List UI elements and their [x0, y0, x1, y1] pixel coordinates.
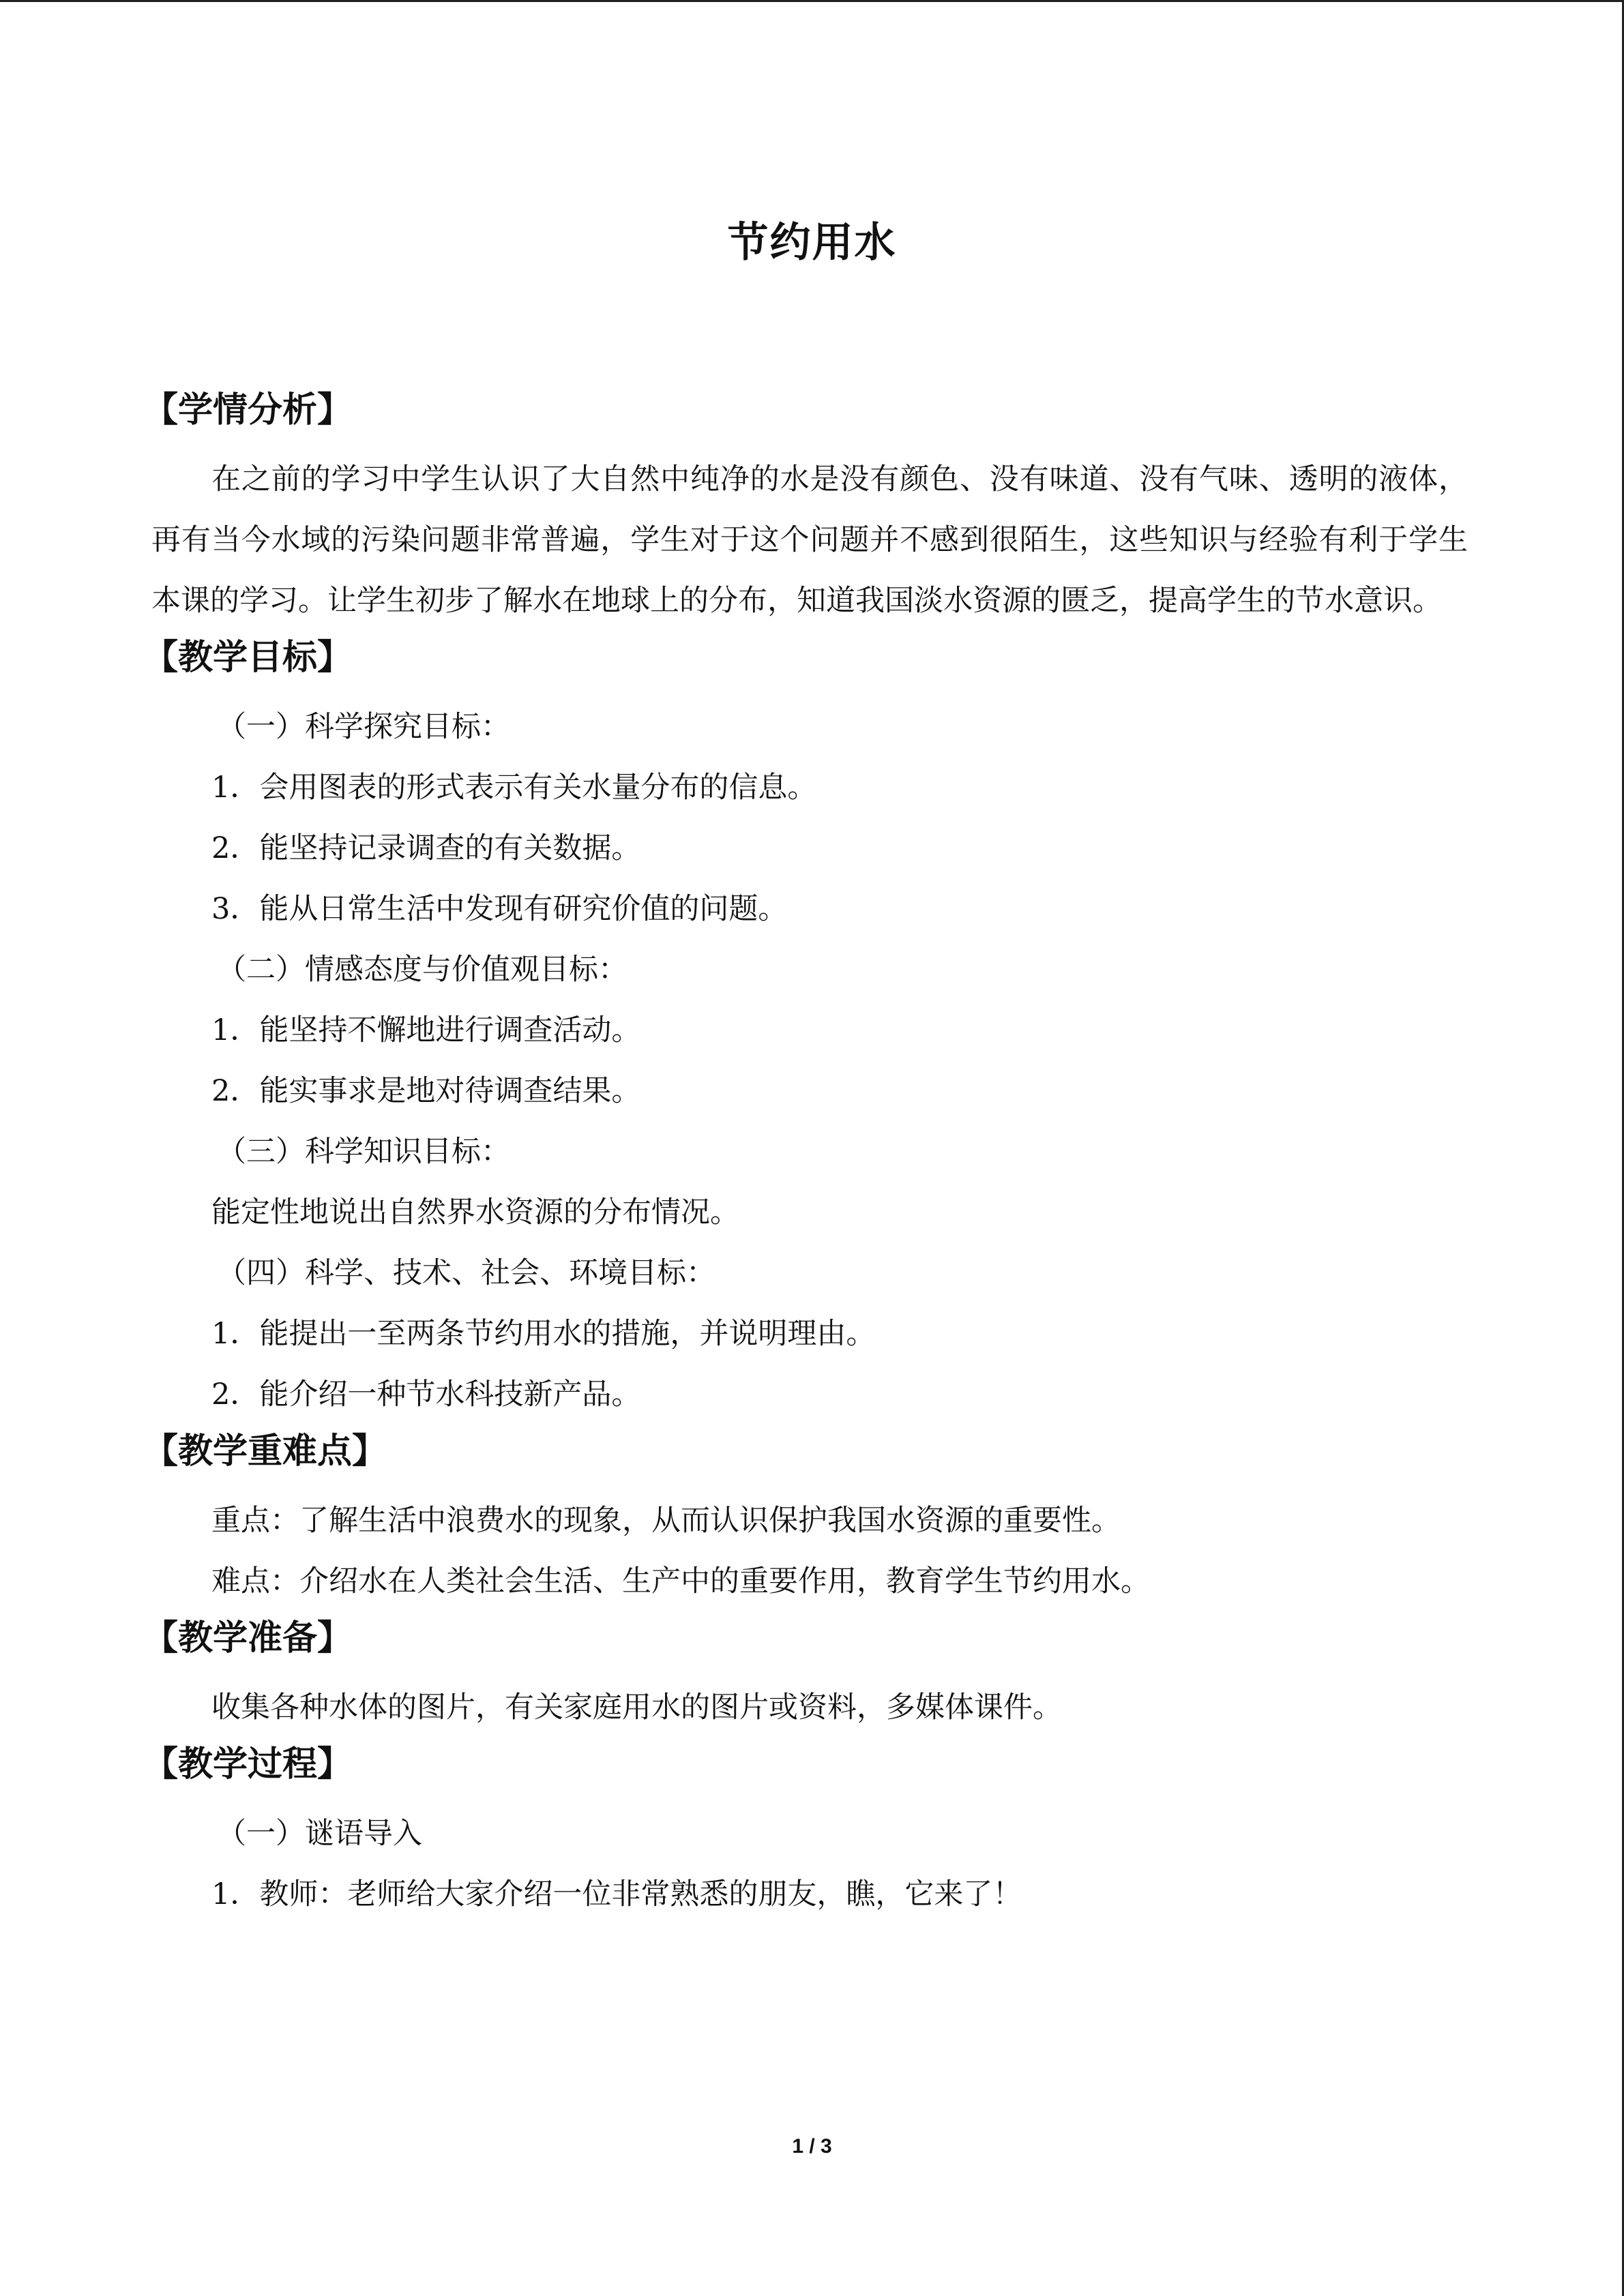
goal-item: 3．能从日常生活中发现有研究价值的问题。 — [211, 892, 788, 926]
goal-item: 1．能坚持不懈地进行调查活动。 — [211, 1013, 641, 1047]
document-body — [143, 384, 1468, 1925]
page-number: 1 / 3 — [792, 2135, 832, 2158]
process-item: 1．教师：老师给大家介绍一位非常熟悉的朋友，瞧，它来了！ — [211, 1877, 1022, 1911]
goal-group-inquiry: （一）科学探究目标： — [217, 710, 510, 744]
goal-group-stse: （四）科学、技术、社会、环境目标： — [217, 1256, 715, 1290]
document-title: 节约用水 — [727, 219, 897, 267]
goal-item: 2．能坚持记录调查的有关数据。 — [211, 831, 641, 865]
section-heading-process: 【教学过程】 — [143, 1744, 353, 1785]
goal-item: 能定性地说出自然界水资源的分布情况。 — [211, 1195, 739, 1229]
section-heading-goals: 【教学目标】 — [143, 638, 353, 678]
section-heading-preparation: 【教学准备】 — [143, 1618, 353, 1658]
goal-item: 2．能实事求是地对待调查结果。 — [211, 1074, 641, 1108]
goal-item: 1．能提出一至两条节约用水的措施，并说明理由。 — [211, 1317, 876, 1351]
preparation-text: 收集各种水体的图片，有关家庭用水的图片或资料，多媒体课件。 — [211, 1690, 1062, 1725]
goal-item: 2．能介绍一种节水科技新产品。 — [211, 1377, 641, 1412]
goal-group-attitude: （二）情感态度与价值观目标： — [217, 953, 628, 987]
goal-item: 1．会用图表的形式表示有关水量分布的信息。 — [211, 771, 817, 805]
section-heading-analysis: 【学情分析】 — [143, 390, 353, 430]
process-step-heading: （一）谜语导入 — [217, 1817, 422, 1851]
key-point: 重点：了解生活中浪费水的现象，从而认识保护我国水资源的重要性。 — [211, 1504, 1121, 1538]
section-heading-keypoints: 【教学重难点】 — [143, 1431, 387, 1472]
analysis-paragraph: 在之前的学习中学生认识了大自然中纯净的水是没有颜色、没有味道、没有气味、透明的液体，再有当今水域的污染问题非常普遍，学生对于这个问题并不感到很陌生，这些知识与经验有利于学生本课的学习。让学生初步了解水在地球上的分布，知道我国淡水资源的匮乏，提高学生的节水意识。 — [151, 462, 1468, 618]
difficult-point: 难点：介绍水在人类社会生活、生产中的重要作用，教育学生节约用水。 — [211, 1564, 1150, 1598]
goal-group-knowledge: （三）科学知识目标： — [217, 1135, 510, 1169]
